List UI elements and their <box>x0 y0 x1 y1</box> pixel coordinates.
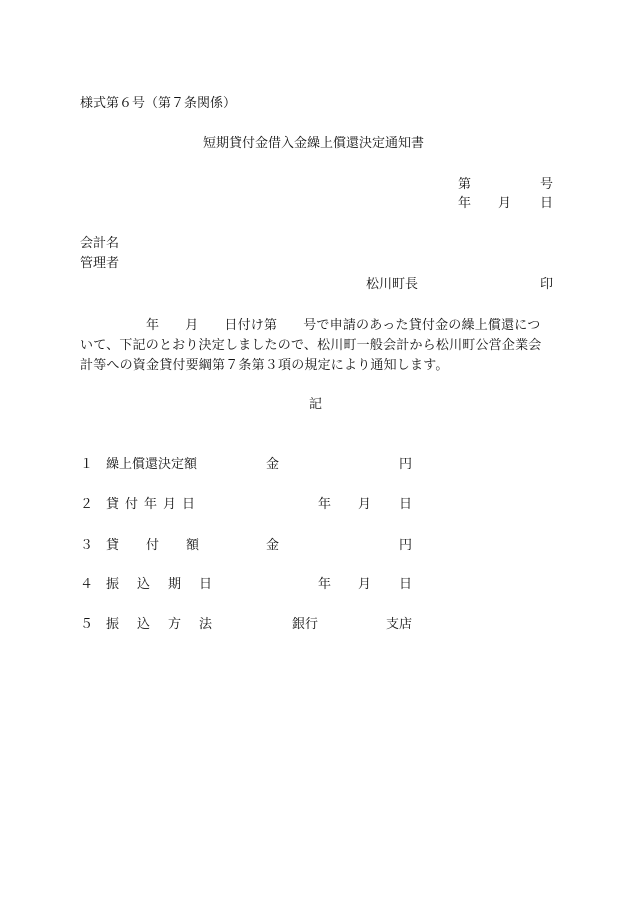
item-3-yen: 円 <box>399 538 413 553</box>
item-1-kin: 金 <box>266 457 280 472</box>
recipient-account-name: 会計名 <box>80 236 120 251</box>
body-paragraph <box>80 316 552 376</box>
item-4-number: ４ <box>80 577 94 592</box>
body-line1-rest: 号で申請のあった貸付金の繰上償還につ <box>303 318 541 333</box>
recipient-manager: 管理者 <box>80 256 120 271</box>
body-month: 月 <box>185 318 199 333</box>
item-2-number: ２ <box>80 497 94 512</box>
item-5-number: ５ <box>80 617 94 632</box>
body-line2: いて、下記のとおり決定しましたので、松川町一般会計から松川町公営企業会 <box>80 338 542 353</box>
item-4-label: 振込期日 <box>106 577 231 592</box>
item-1-label: 繰上償還決定額 <box>106 457 198 472</box>
item-3-number: ３ <box>80 538 94 553</box>
date-year: 年 <box>458 196 472 211</box>
item-2-month: 月 <box>358 497 372 512</box>
item-1-yen: 円 <box>399 457 413 472</box>
item-4-day: 日 <box>399 577 413 592</box>
form-label: 様式第６号（第７条関係） <box>80 96 237 111</box>
item-2-label: 貸付年月日 <box>106 497 202 512</box>
ref-dai: 第 <box>458 177 472 192</box>
item-1-number: １ <box>80 457 94 472</box>
item-5-branch: 支店 <box>386 617 413 632</box>
item-5-bank: 銀行 <box>292 617 319 632</box>
item-4-year: 年 <box>318 577 332 592</box>
issuer-seal: 印 <box>540 277 554 292</box>
ref-go: 号 <box>540 177 554 192</box>
item-3-kin: 金 <box>266 538 280 553</box>
body-dated: 日付け第 <box>224 318 278 333</box>
item-5-label: 振込方法 <box>106 617 231 632</box>
ki-heading: 記 <box>309 397 323 412</box>
document-title: 短期貸付金借入金繰上償還決定通知書 <box>203 136 425 151</box>
item-2-day: 日 <box>399 497 413 512</box>
body-year: 年 <box>146 318 160 333</box>
date-day: 日 <box>540 196 554 211</box>
item-3-label: 貸付額 <box>106 538 227 553</box>
item-2-year: 年 <box>318 497 332 512</box>
date-month: 月 <box>498 196 512 211</box>
item-4-month: 月 <box>358 577 372 592</box>
issuer-name: 松川町長 <box>366 277 419 292</box>
body-line3: 計等への資金貸付要綱第７条第３項の規定により通知します。 <box>80 358 449 373</box>
